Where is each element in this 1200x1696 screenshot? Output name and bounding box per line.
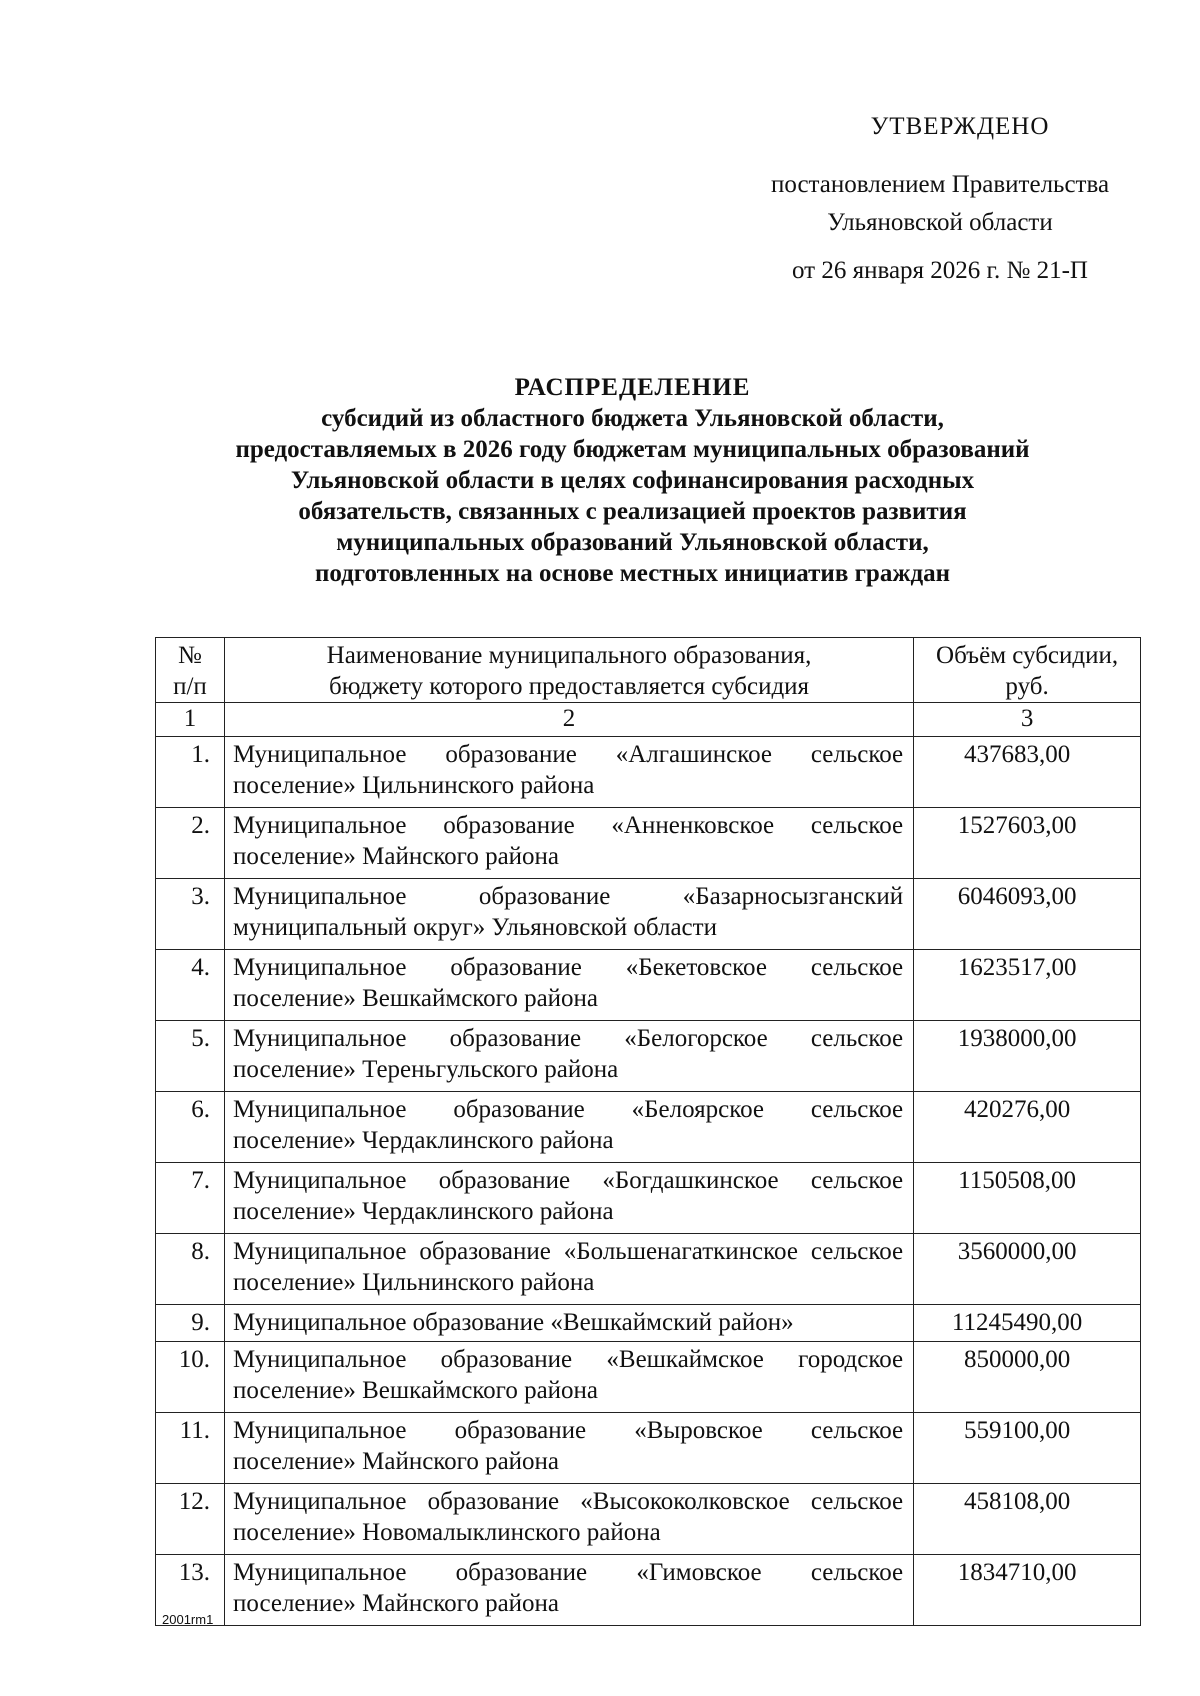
subsidy-amount: 1150508,00 (914, 1163, 1141, 1234)
municipality-name: Муниципальное образование «Вешкаймское городское поселение» Вешкаймского района (224, 1342, 913, 1413)
title-line: предоставляемых в 2026 году бюджетам муниципальных образований (235, 436, 1030, 463)
table-row (156, 808, 1141, 879)
row-number: 4. (156, 950, 225, 1021)
subsidy-amount: 559100,00 (914, 1413, 1141, 1484)
document-code: 2001rm1 (162, 1612, 214, 1627)
table-header-row (156, 638, 1141, 703)
row-number: 6. (156, 1092, 225, 1163)
table-row (156, 1163, 1141, 1234)
table-row (156, 1555, 1141, 1626)
row-number: 1. (156, 737, 225, 808)
row-number: 13. (156, 1555, 225, 1626)
table-row (156, 1413, 1141, 1484)
row-number: 3. (156, 879, 225, 950)
municipality-name: Муниципальное образование «Богдашкинское сельское поселение» Чердаклинского района (224, 1163, 913, 1234)
row-number: 2. (156, 808, 225, 879)
subsidy-amount: 1623517,00 (914, 950, 1141, 1021)
decree-date: от 26 января 2026 г. № 21-П (792, 257, 1088, 284)
table-row (156, 1092, 1141, 1163)
subsidy-amount: 3560000,00 (914, 1234, 1141, 1305)
subsidy-amount: 458108,00 (914, 1484, 1141, 1555)
table-row (156, 879, 1141, 950)
column-number: 1 (156, 703, 225, 737)
municipality-name: Муниципальное образование «Алгашинское сельское поселение» Цильнинского района (224, 737, 913, 808)
title-line: обязательств, связанных с реализацией проектов развития (298, 498, 967, 525)
column-numbers-row (156, 703, 1141, 737)
title-line: Ульяновской области в целях софинансирования расходных (290, 467, 975, 494)
approved-by (740, 166, 1140, 242)
municipality-name: Муниципальное образование «Белоярское сельское поселение» Чердаклинского района (224, 1092, 913, 1163)
subsidy-amount: 420276,00 (914, 1092, 1141, 1163)
municipality-name: Муниципальное образование «Выровское сельское поселение» Майнского района (224, 1413, 913, 1484)
row-number: 11. (156, 1413, 225, 1484)
column-number: 3 (914, 703, 1141, 737)
approved-by-line-1: постановлением Правительства (770, 171, 1110, 198)
municipality-name: Муниципальное образование «Бекетовское сельское поселение» Вешкаймского района (224, 950, 913, 1021)
title-heading: РАСПРЕДЕЛЕНИЕ (514, 374, 751, 401)
approved-by-line-2: Ульяновской области (827, 209, 1053, 236)
subsidy-amount: 1834710,00 (914, 1555, 1141, 1626)
municipality-name: Муниципальное образование «Белогорское сельское поселение» Тереньгульского района (224, 1021, 913, 1092)
approved-stamp: УТВЕРЖДЕНО (870, 113, 1050, 140)
table-row (156, 950, 1141, 1021)
row-number: 10. (156, 1342, 225, 1413)
row-number: 7. (156, 1163, 225, 1234)
title-line: субсидий из областного бюджета Ульяновской области, (321, 405, 944, 432)
table-row (156, 1234, 1141, 1305)
table-row (156, 1342, 1141, 1413)
subsidy-amount: 6046093,00 (914, 879, 1141, 950)
column-number: 2 (224, 703, 913, 737)
table-row (156, 1021, 1141, 1092)
row-number: 5. (156, 1021, 225, 1092)
table-row (156, 1484, 1141, 1555)
subsidy-amount: 1527603,00 (914, 808, 1141, 879)
subsidy-amount: 11245490,00 (914, 1305, 1141, 1342)
subsidy-table (155, 637, 1141, 1626)
title-line: муниципальных образований Ульяновской области, (336, 529, 929, 556)
municipality-name: Муниципальное образование «Высококолковское сельское поселение» Новомалыклинского района (224, 1484, 913, 1555)
municipality-name: Муниципальное образование «Большенагаткинское сельское поселение» Цильнинского района (224, 1234, 913, 1305)
municipality-name: Муниципальное образование «Вешкаймский район» (224, 1305, 913, 1342)
municipality-name: Муниципальное образование «Гимовское сельское поселение» Майнского района (224, 1555, 913, 1626)
header-num: № п/п (156, 638, 225, 703)
row-number: 9. (156, 1305, 225, 1342)
municipality-name: Муниципальное образование «Анненковское сельское поселение» Майнского района (224, 808, 913, 879)
table-row (156, 737, 1141, 808)
table-row (156, 1305, 1141, 1342)
subsidy-amount: 1938000,00 (914, 1021, 1141, 1092)
title-line: подготовленных на основе местных инициатив граждан (314, 560, 951, 587)
row-number: 8. (156, 1234, 225, 1305)
subsidy-amount: 850000,00 (914, 1342, 1141, 1413)
document-title (140, 372, 1125, 589)
header-name: Наименование муниципального образования, бюджету которого предоставляется субсидия (224, 638, 913, 703)
row-number: 12. (156, 1484, 225, 1555)
approval-block (740, 108, 1140, 290)
subsidy-amount: 437683,00 (914, 737, 1141, 808)
municipality-name: Муниципальное образование «Базарносызганский муниципальный округ» Ульяновской области (224, 879, 913, 950)
header-value: Объём субсидии, руб. (914, 638, 1141, 703)
